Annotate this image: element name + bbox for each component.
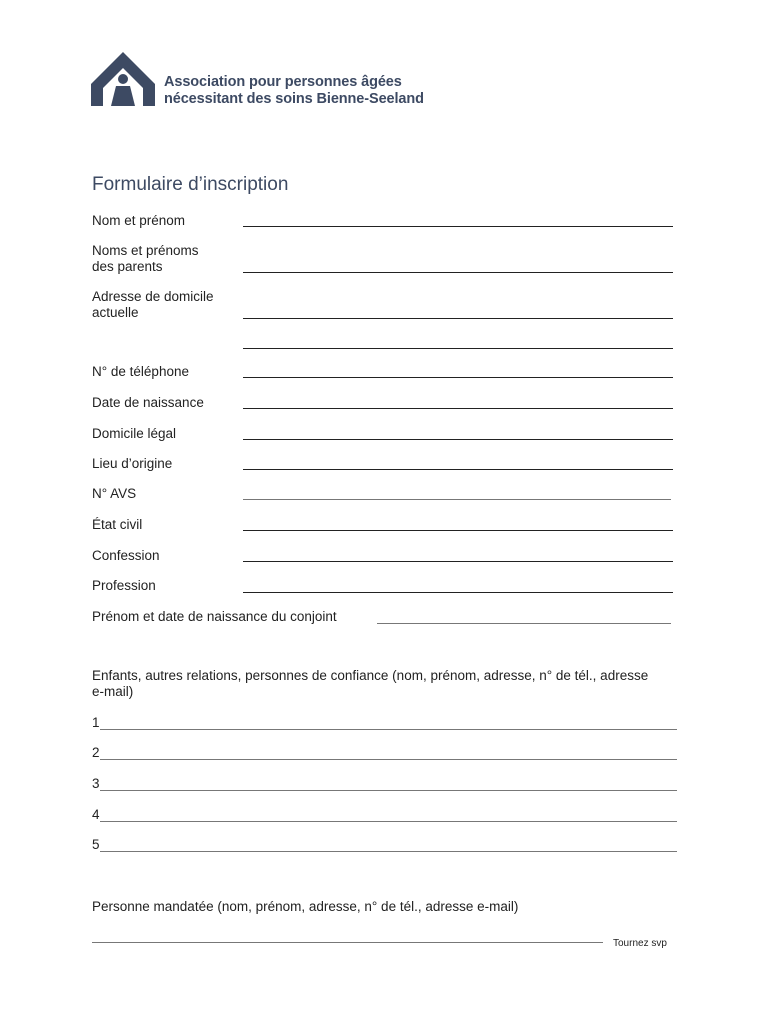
input-line-confession[interactable] <box>243 561 673 562</box>
input-line-profession[interactable] <box>243 592 673 593</box>
label-legal-domicile: Domicile légal <box>92 426 177 441</box>
input-line-contact-4[interactable] <box>100 821 677 822</box>
label-address-line1: Adresse de domicile <box>92 289 214 304</box>
contacts-heading: Enfants, autres relations, personnes de confiance (nom, prénom, adresse, n° de tél., adresse e-mail) <box>92 668 649 699</box>
label-spouse: Prénom et date de naissance du conjoint <box>92 609 337 624</box>
contact-number: 3 <box>92 776 100 791</box>
label-avs: N° AVS <box>92 486 137 501</box>
label-address-line2: actuelle <box>92 305 139 320</box>
contact-number: 4 <box>92 807 100 822</box>
input-line-birthdate[interactable] <box>243 408 673 409</box>
contact-row-1 <box>92 715 100 731</box>
contact-row-4 <box>92 807 100 823</box>
contact-number: 5 <box>92 837 100 852</box>
mandated-heading: Personne mandatée (nom, prénom, adresse, n° de tél., adresse e-mail) <box>92 899 519 914</box>
association-logo <box>91 52 155 106</box>
input-line-parents[interactable] <box>243 272 673 273</box>
contact-row-5 <box>92 837 100 853</box>
contact-row-2 <box>92 745 100 761</box>
label-parents-line2: des parents <box>92 259 163 274</box>
label-parents-line1: Noms et prénoms <box>92 243 199 258</box>
input-line-contact-3[interactable] <box>100 790 677 791</box>
contact-row-3 <box>92 776 100 792</box>
input-line-origin[interactable] <box>243 469 673 470</box>
input-line-spouse[interactable] <box>377 623 671 624</box>
input-line-name[interactable] <box>243 226 673 227</box>
label-civil-status: État civil <box>92 517 143 532</box>
input-line-address-2[interactable] <box>243 348 673 349</box>
label-origin: Lieu d’origine <box>92 456 173 471</box>
input-line-avs[interactable] <box>243 499 671 500</box>
label-confession: Confession <box>92 548 160 563</box>
input-line-mandated[interactable] <box>92 942 603 943</box>
label-birthdate: Date de naissance <box>92 395 204 410</box>
input-line-contact-5[interactable] <box>100 851 677 852</box>
org-name-line2: nécessitant des soins Bienne-Seeland <box>164 91 424 107</box>
label-name: Nom et prénom <box>92 213 186 228</box>
input-line-address-1[interactable] <box>243 318 673 319</box>
turn-over-note: Tournez svp <box>613 938 667 949</box>
label-address <box>92 289 214 321</box>
organization-name <box>164 74 424 108</box>
label-phone: N° de téléphone <box>92 364 189 379</box>
form-title: Formulaire d’inscription <box>92 174 289 195</box>
input-line-phone[interactable] <box>243 377 673 378</box>
contact-number: 2 <box>92 745 100 760</box>
input-line-legal-domicile[interactable] <box>243 439 673 440</box>
input-line-contact-2[interactable] <box>100 759 677 760</box>
org-name-line1: Association pour personnes âgées <box>164 74 402 90</box>
input-line-contact-1[interactable] <box>100 729 677 730</box>
contact-number: 1 <box>92 715 100 730</box>
label-profession: Profession <box>92 578 156 593</box>
input-line-civil-status[interactable] <box>243 530 673 531</box>
label-parents <box>92 243 199 275</box>
